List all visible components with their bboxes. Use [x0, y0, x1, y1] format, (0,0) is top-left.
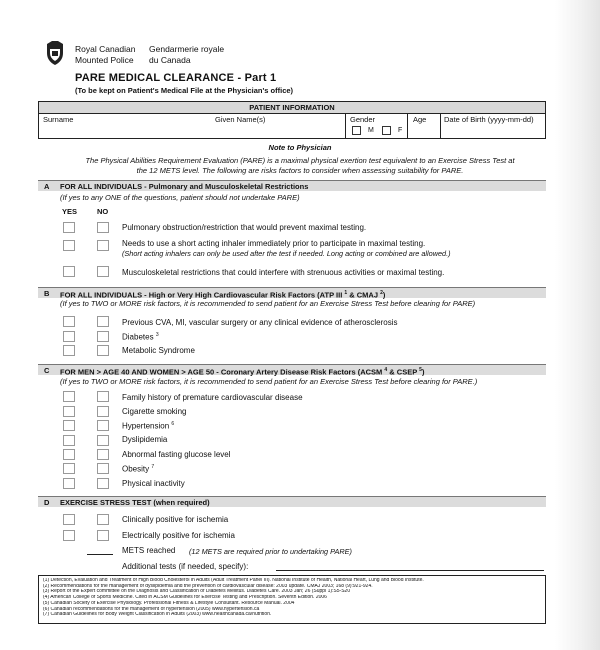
- org-en-line2: Mounted Police: [75, 55, 134, 65]
- a1-no-checkbox[interactable]: [97, 222, 109, 233]
- divider: [345, 113, 346, 139]
- mets-note: (12 METS are required prior to undertaking PARE): [189, 547, 352, 556]
- ref-sup: 4: [384, 367, 388, 373]
- mets-reached-label: METS reached: [122, 546, 176, 555]
- title-end: ): [382, 290, 386, 300]
- item-text: Hypertension: [122, 421, 170, 431]
- yes-column-header: YES: [62, 207, 78, 216]
- org-en-line1: Royal Canadian: [75, 44, 136, 54]
- ref-sup: 2: [380, 290, 383, 296]
- dob-label: Date of Birth (yyyy-mm-dd): [444, 115, 534, 124]
- b2-label: [122, 332, 159, 342]
- document-title: PARE MEDICAL CLEARANCE - Part 1: [75, 72, 277, 84]
- org-fr-line1: Gendarmerie royale: [149, 44, 225, 54]
- b1-no-checkbox[interactable]: [97, 316, 109, 327]
- ref-sup: 1: [344, 290, 348, 296]
- d2-no-checkbox[interactable]: [97, 530, 109, 541]
- b3-no-checkbox[interactable]: [97, 345, 109, 356]
- c6-no-checkbox[interactable]: [97, 463, 109, 474]
- additional-tests-label: Additional tests (if needed, specify):: [122, 562, 249, 571]
- gender-female-checkbox[interactable]: [382, 126, 391, 135]
- patient-information-box: [38, 101, 546, 139]
- title-close: ): [421, 367, 425, 377]
- reference-item: (1) Detection, Evaluation and Treatment of High Blood Cholesterol in Adults (Adult Treatment Panel III). National Institute of Health, National Heart, Lung and Blood Institute.: [43, 578, 424, 583]
- c3-yes-checkbox[interactable]: [63, 420, 75, 431]
- mets-input-line[interactable]: [87, 554, 113, 555]
- section-letter: B: [44, 289, 50, 298]
- ref-sup: 6: [171, 421, 175, 427]
- c1-no-checkbox[interactable]: [97, 391, 109, 402]
- c5-yes-checkbox[interactable]: [63, 449, 75, 460]
- gender-female-label: F: [398, 127, 403, 134]
- reference-item: (7) Canadian Guidelines for Body Weight Classification in Adults (2003) www.healthcanada.ca/nutrition.: [43, 612, 272, 618]
- a3-no-checkbox[interactable]: [97, 266, 109, 277]
- ref-sup: 7: [151, 464, 155, 470]
- additional-tests-input-line[interactable]: [276, 570, 544, 571]
- c2-no-checkbox[interactable]: [97, 406, 109, 417]
- section-c-note: (If yes to TWO or MORE risk factors, it is recommended to send patient for an Exercise Stress Test before clearing for PARE.): [60, 377, 478, 386]
- references-box: [38, 575, 546, 624]
- b2-no-checkbox[interactable]: [97, 331, 109, 342]
- no-column-header: NO: [97, 207, 109, 216]
- c1-yes-checkbox[interactable]: [63, 391, 75, 402]
- section-a-note: (If yes to any ONE of the questions, patient should not undertake PARE): [60, 193, 300, 202]
- c2-yes-checkbox[interactable]: [63, 406, 75, 417]
- b2-yes-checkbox[interactable]: [63, 331, 75, 342]
- reference-item: (3) Report of the Expert committee on the Diagnosis and Classification of Diabetes Mellitus. Diabetes Care. 2003 Jan; 26 (Suppl 1):S5-S20: [43, 589, 351, 595]
- title-text: FOR MEN > AGE 40 AND WOMEN > AGE 50 - Coronary Artery Disease Risk Factors (ACSM: [60, 367, 383, 377]
- a3-yes-checkbox[interactable]: [63, 266, 75, 277]
- c4-no-checkbox[interactable]: [97, 435, 109, 446]
- section-letter: C: [44, 366, 50, 375]
- ref-sup: 3: [155, 332, 159, 338]
- c3-label: [122, 421, 174, 431]
- b3-yes-checkbox[interactable]: [63, 345, 75, 356]
- title-text: FOR ALL INDIVIDUALS - High or Very High Cardiovascular Risk Factors (ATP III: [60, 290, 343, 300]
- given-names-label: Given Name(s): [215, 115, 266, 124]
- surname-label: Surname: [43, 115, 74, 124]
- divider: [407, 113, 408, 139]
- c2-label: Cigarette smoking: [122, 407, 187, 416]
- b1-label: Previous CVA, MI, vascular surgery or any clinical evidence of atherosclerosis: [122, 318, 398, 327]
- c5-no-checkbox[interactable]: [97, 449, 109, 460]
- reference-item: (5) Canadian Society of Exercise Physiology. Professional Fitness & Lifestyle Consultant. Resource Manual. 2004: [43, 600, 295, 606]
- note-text: The Physical Abilities Requirement Evaluation (PARE) is a maximal physical exertion test equivalent to an Exercise Stress Test at the 12 METS level. The following are risks factors to consider when assessing suitability for PARE.: [85, 156, 515, 175]
- title-end: & CSEP: [389, 367, 418, 377]
- c7-no-checkbox[interactable]: [97, 478, 109, 489]
- section-c-header: [38, 364, 546, 375]
- org-name-french: [149, 44, 224, 66]
- b1-yes-checkbox[interactable]: [63, 316, 75, 327]
- reference-item: (6) Canadian recommendations for the management of hypertension (2005) www.hypertension.ca: [43, 606, 260, 612]
- a2-note: (Short acting inhalers can only be used after the test if needed. Long acting or combined are allowed.): [122, 249, 451, 258]
- section-letter: A: [44, 182, 50, 191]
- age-label: Age: [413, 115, 427, 124]
- section-letter: D: [44, 498, 50, 507]
- c7-label: Physical inactivity: [122, 479, 185, 488]
- a2-no-checkbox[interactable]: [97, 240, 109, 251]
- d2-yes-checkbox[interactable]: [63, 530, 75, 541]
- a2-label: Needs to use a short acting inhaler immediately prior to participate in maximal testing.: [122, 239, 426, 248]
- a2-yes-checkbox[interactable]: [63, 240, 75, 251]
- page-edge-shadow: [555, 0, 600, 650]
- d1-no-checkbox[interactable]: [97, 514, 109, 525]
- c5-label: Abnormal fasting glucose level: [122, 450, 231, 459]
- item-text: Obesity: [122, 464, 150, 474]
- section-b-note: (If yes to TWO or MORE risk factors, it is recommended to send patient for an Exercise Stress Test before clearing for PARE): [60, 299, 476, 308]
- reference-item: (4) American College of Sports Medicine. Cited in ACSM Guidelines for Exercise Testing and Prescription. Seventh Edition. 2006: [43, 595, 327, 601]
- gender-label: Gender: [350, 115, 376, 124]
- patient-information-heading: PATIENT INFORMATION: [39, 102, 545, 114]
- gender-male-label: M: [368, 127, 374, 134]
- c3-no-checkbox[interactable]: [97, 420, 109, 431]
- section-title: EXERCISE STRESS TEST (when required): [60, 498, 210, 507]
- d1-yes-checkbox[interactable]: [63, 514, 75, 525]
- a1-yes-checkbox[interactable]: [63, 222, 75, 233]
- a1-label: Pulmonary obstruction/restriction that would prevent maximal testing.: [122, 223, 367, 232]
- section-title: FOR ALL INDIVIDUALS - Pulmonary and Musculoskeletal Restrictions: [60, 182, 309, 191]
- org-name-english: [75, 44, 135, 66]
- b3-label: Metabolic Syndrome: [122, 346, 195, 355]
- org-fr-line2: du Canada: [149, 55, 191, 65]
- d1-label: Clinically positive for ischemia: [122, 515, 229, 524]
- item-text: Diabetes: [122, 332, 154, 342]
- section-a-header: [38, 180, 546, 191]
- c6-yes-checkbox[interactable]: [63, 463, 75, 474]
- divider: [440, 113, 441, 139]
- section-d-header: [38, 496, 546, 507]
- gender-male-checkbox[interactable]: [352, 126, 361, 135]
- section-title: [60, 365, 424, 378]
- note-title: Note to Physician: [268, 143, 332, 152]
- c1-label: Family history of premature cardiovascular disease: [122, 393, 303, 402]
- c4-label: Dyslipidemia: [122, 435, 168, 444]
- c4-yes-checkbox[interactable]: [63, 435, 75, 446]
- section-b-header: [38, 287, 546, 298]
- reference-item: (2) Recommendations for the management of dyslipidemia and the prevention of cardiovascular disease: 2003 update. CMAJ 2003; 168 (9):921-924.: [43, 583, 373, 589]
- document-subtitle: (To be kept on Patient's Medical File at the Physician's office): [75, 86, 294, 95]
- d2-label: Electrically positive for ischemia: [122, 531, 235, 540]
- ref-sup: 5: [419, 367, 422, 373]
- title-mid: & CMAJ: [349, 290, 379, 300]
- rcmp-crest-icon: [44, 40, 66, 66]
- c7-yes-checkbox[interactable]: [63, 478, 75, 489]
- c6-label: [122, 464, 154, 474]
- a3-label: Musculoskeletal restrictions that could interfere with strenuous activities or maximal testing.: [122, 268, 445, 277]
